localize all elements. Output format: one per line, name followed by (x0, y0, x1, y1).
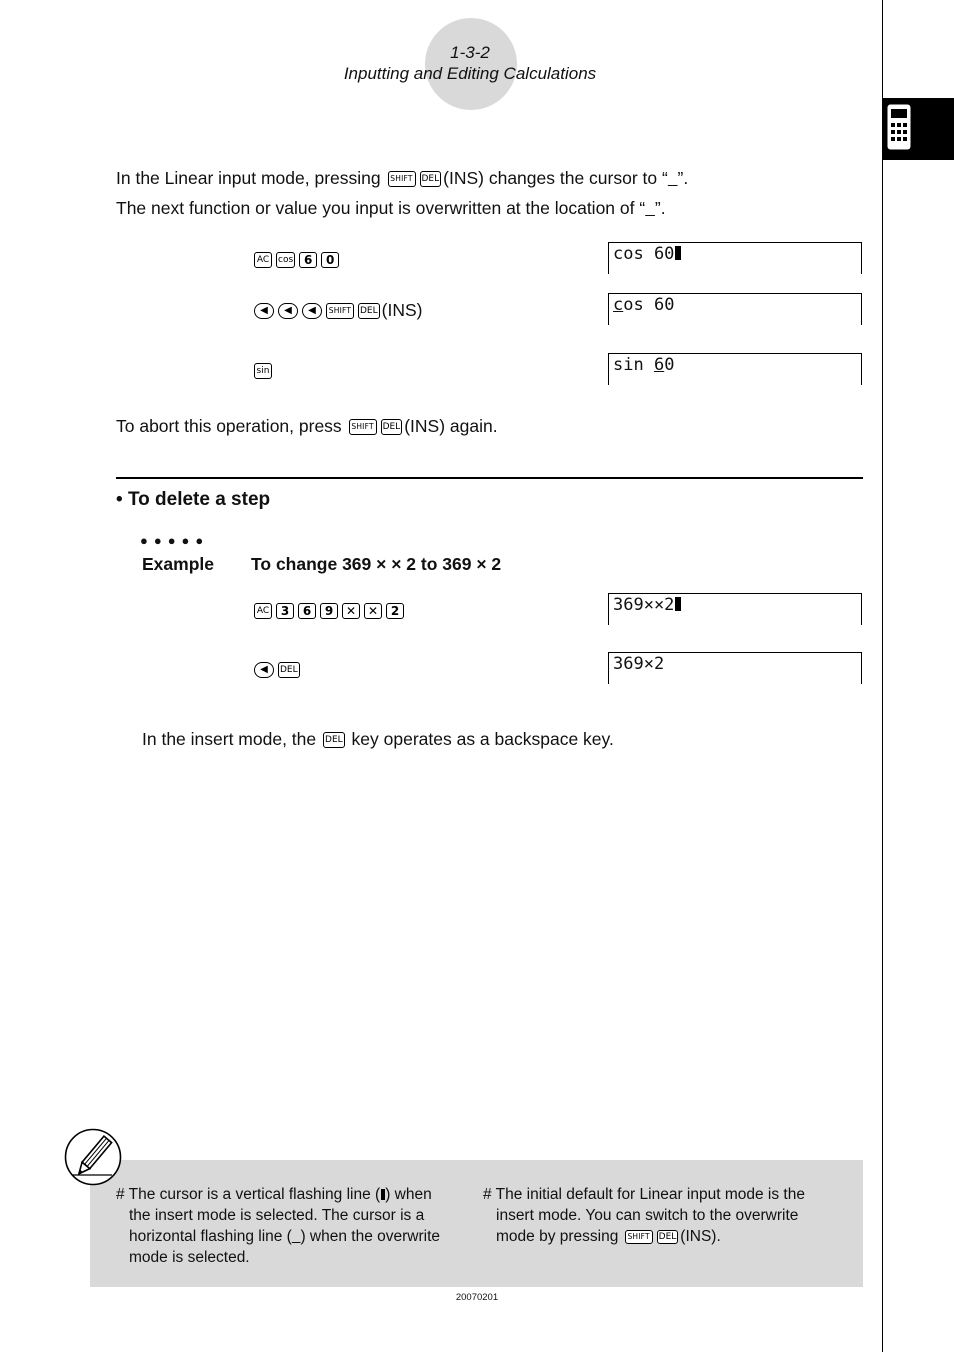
del-key: DEL (658, 1231, 677, 1242)
times-key: ✕ (364, 603, 382, 619)
pencil-icon (64, 1128, 122, 1186)
calculator-icon (887, 104, 911, 150)
example-text: To change 369 × × 2 to 369 × 2 (251, 554, 502, 574)
note-right: # The initial default for Linear input mode is the insert mode. You can switch to the overwrite mode by pressing SHIFT DEL (INS). (483, 1186, 805, 1245)
display-step2: cos 60 (608, 293, 862, 325)
times-key: ✕ (342, 603, 360, 619)
example-dots: ●●●●● (140, 533, 210, 548)
key-2: 2 (386, 603, 404, 619)
note-left: # The cursor is a vertical flashing line ( ) when the insert mode is selected. The cursor is a horizontal flashing line ( ) when the overwrite mode is selected. (116, 1186, 441, 1266)
insert-mode-note: In the insert mode, the DEL key operates as a backspace key. (142, 729, 614, 749)
left-arrow-key: ◀ (254, 303, 274, 319)
step5-keys (252, 659, 302, 680)
example-label: Example (142, 554, 214, 574)
del-key: DEL (278, 662, 300, 678)
shift-key: SHIFT (349, 419, 377, 435)
del-key: DEL (358, 303, 380, 319)
step4-keys (252, 600, 406, 621)
left-arrow-key: ◀ (254, 662, 274, 678)
ac-key: AC (254, 603, 272, 619)
del-key: DEL (381, 419, 403, 435)
intro-line-1: In the Linear input mode, pressing SHIFT DEL (INS) changes the cursor to “ ”. (116, 168, 689, 188)
sin-key: sin (254, 363, 272, 379)
del-key: DEL (420, 171, 442, 187)
page-title: Inputting and Editing Calculations (343, 64, 597, 83)
section-title: • To delete a step (116, 489, 271, 510)
key-9: 9 (320, 603, 338, 619)
left-arrow-key: ◀ (278, 303, 298, 319)
display-step5: 369×2 (608, 652, 862, 684)
intro-line-2: The next function or value you input is overwritten at the location of “ ”. (116, 198, 666, 218)
key-0: 0 (321, 252, 339, 268)
margin-rule (882, 0, 883, 1352)
vertical-cursor (675, 597, 681, 611)
display-step4: 369××2 (608, 593, 862, 625)
step1-keys (252, 249, 341, 270)
abort-text: To abort this operation, press SHIFT DEL (INS) again. (116, 416, 498, 436)
key-6: 6 (298, 603, 316, 619)
shift-key: SHIFT (388, 171, 416, 187)
left-arrow-key: ◀ (302, 303, 322, 319)
cos-key: cos (276, 252, 295, 268)
footer-code: 20070201 (455, 1292, 499, 1303)
key-6: 6 (299, 252, 317, 268)
display-step3: sin 60 (608, 353, 862, 385)
step2-keys: ◀ ◀ ◀ SHIFT DEL (INS) (252, 300, 422, 321)
shift-key: SHIFT (326, 303, 354, 319)
vertical-cursor (675, 246, 681, 260)
section-number: 1-3-2 (450, 43, 490, 62)
del-key: DEL (323, 732, 345, 748)
shift-key: SHIFT (625, 1230, 653, 1244)
bullet: • (116, 489, 123, 510)
ac-key: AC (254, 252, 272, 268)
step3-keys (252, 360, 274, 381)
section-divider (116, 477, 863, 479)
display-step1: cos 60 (608, 242, 862, 274)
key-3: 3 (276, 603, 294, 619)
